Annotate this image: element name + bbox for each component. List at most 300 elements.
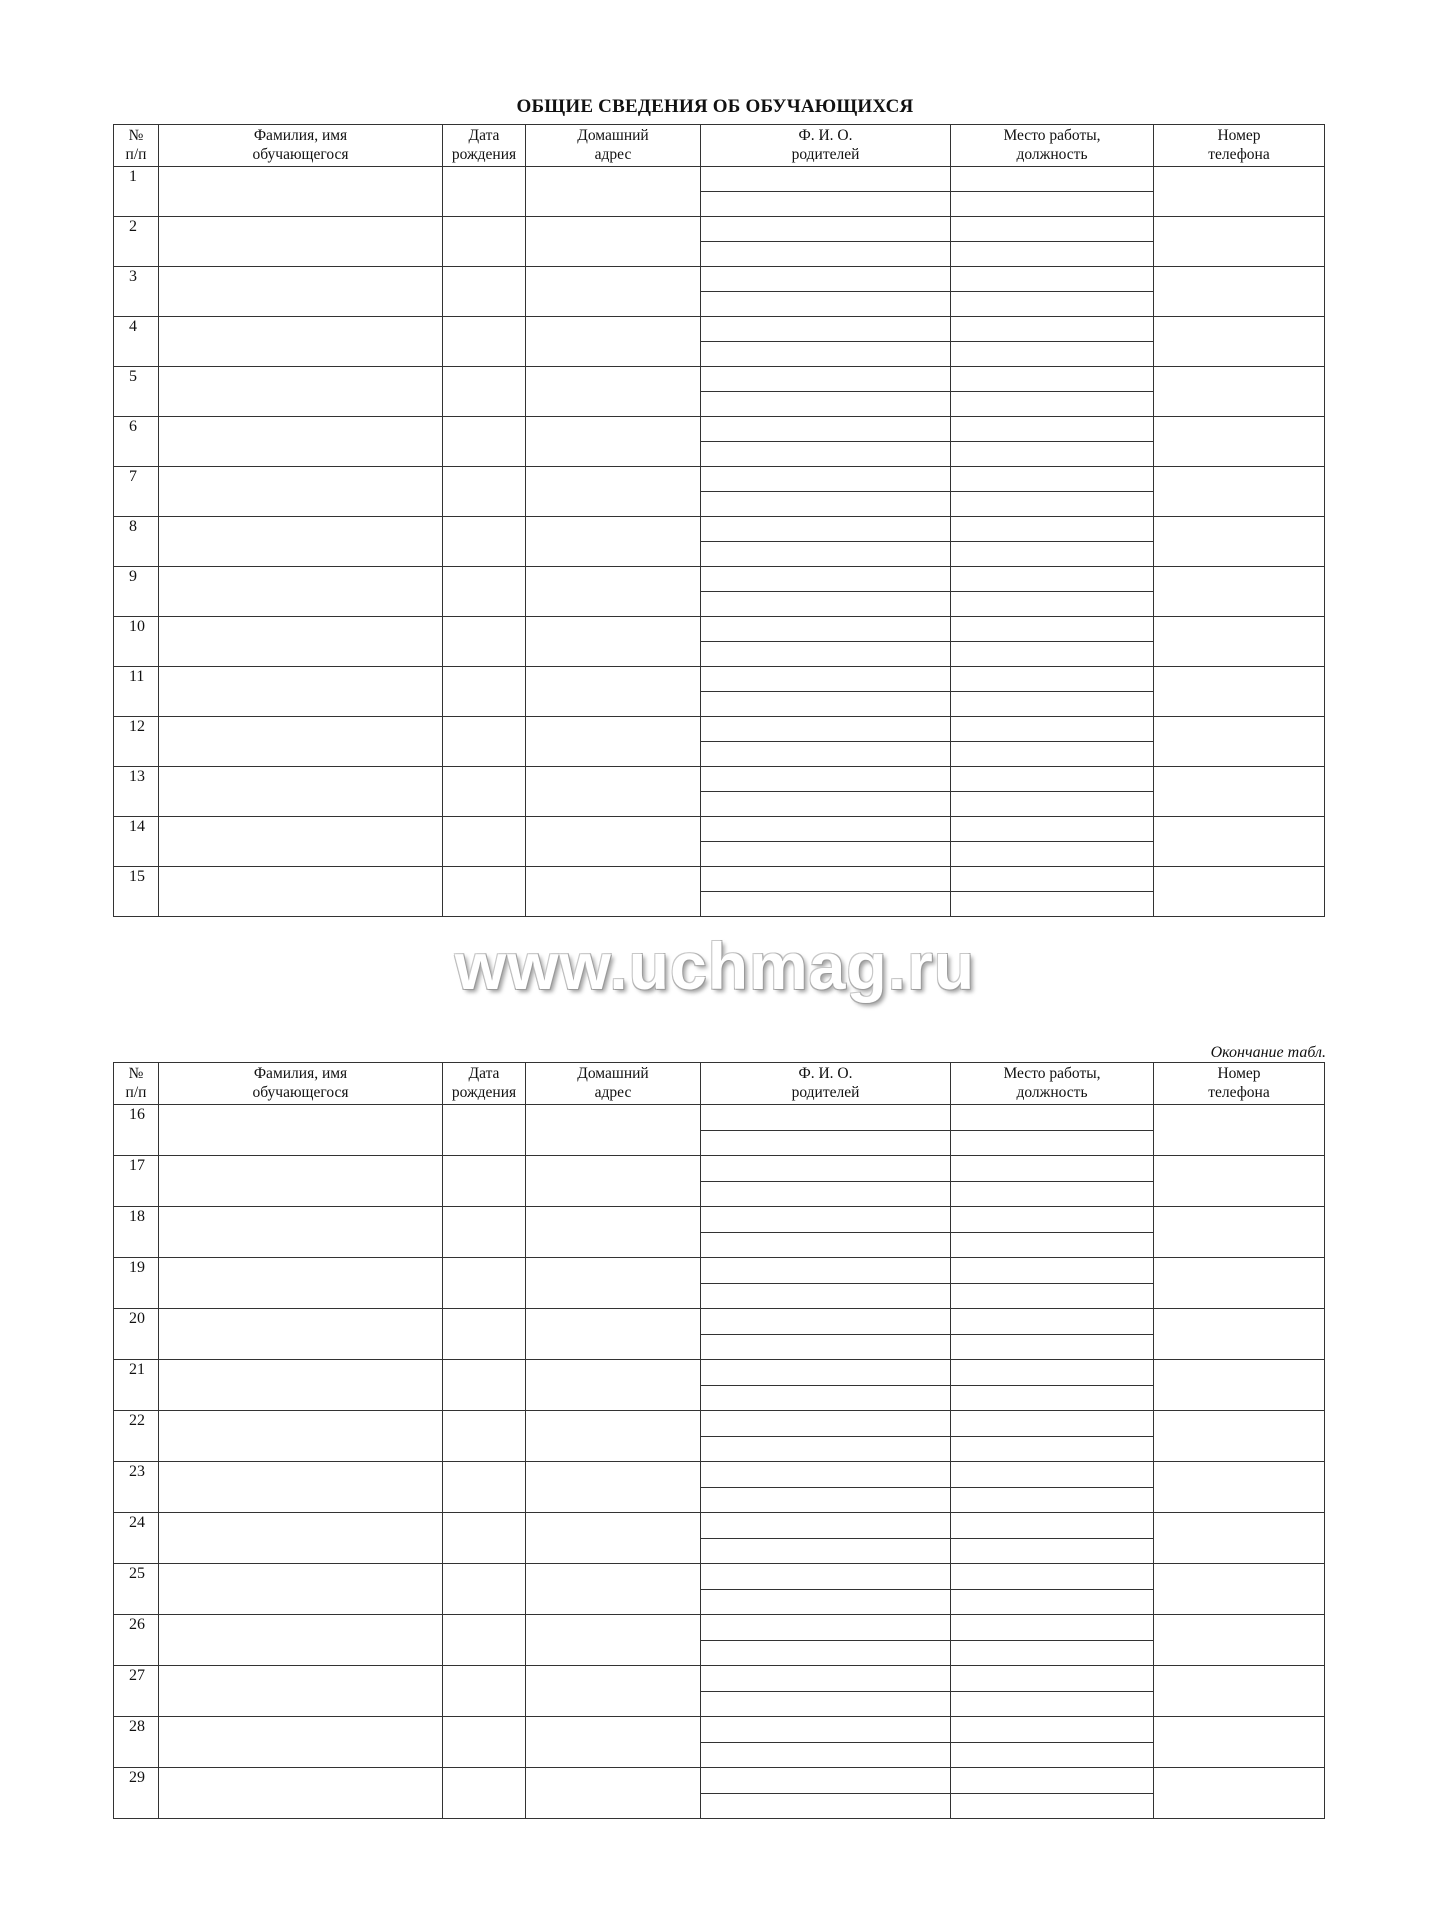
home-address-cell[interactable] [526,1666,701,1717]
workplace-cell[interactable] [951,267,1154,292]
workplace-cell[interactable] [951,542,1154,567]
row-number: 28 [114,1717,159,1768]
home-address-cell[interactable] [526,617,701,667]
workplace-cell[interactable] [951,417,1154,442]
phone-cell[interactable] [1154,1258,1325,1309]
header-number: № п/п [114,125,159,167]
home-address-cell[interactable] [526,667,701,717]
student-name-cell[interactable] [159,467,443,517]
parent-name-cell[interactable] [701,717,951,742]
home-address-cell[interactable] [526,767,701,817]
birth-date-cell[interactable] [443,317,526,367]
students-table-part-2 [113,1062,1325,1819]
table-row [114,217,1325,242]
parent-name-cell[interactable] [701,567,951,592]
table-row [114,867,1325,892]
student-name-cell[interactable] [159,267,443,317]
phone-cell[interactable] [1154,467,1325,517]
continuation-note: Окончание табл. [1210,1044,1326,1061]
student-name-cell[interactable] [159,217,443,267]
parent-name-cell[interactable] [701,1794,951,1819]
birth-date-cell[interactable] [443,1156,526,1207]
home-address-cell[interactable] [526,517,701,567]
phone-cell[interactable] [1154,1207,1325,1258]
workplace-cell[interactable] [951,1105,1154,1131]
workplace-cell[interactable] [951,867,1154,892]
phone-cell[interactable] [1154,717,1325,767]
workplace-cell[interactable] [951,492,1154,517]
row-number: 25 [114,1564,159,1615]
table-row [114,717,1325,742]
parent-name-cell[interactable] [701,1539,951,1564]
phone-cell[interactable] [1154,1615,1325,1666]
home-address-cell[interactable] [526,1156,701,1207]
birth-date-cell[interactable] [443,717,526,767]
home-address-cell[interactable] [526,417,701,467]
parent-name-cell[interactable] [701,1105,951,1131]
row-number: 29 [114,1768,159,1819]
workplace-cell[interactable] [951,1513,1154,1539]
home-address-cell[interactable] [526,367,701,417]
home-address-cell[interactable] [526,467,701,517]
workplace-cell[interactable] [951,1437,1154,1462]
phone-cell[interactable] [1154,1513,1325,1564]
home-address-cell[interactable] [526,217,701,267]
birth-date-cell[interactable] [443,1105,526,1156]
workplace-cell[interactable] [951,617,1154,642]
table-body-part-2 [114,1105,1325,1819]
home-address-cell[interactable] [526,1360,701,1411]
workplace-cell[interactable] [951,1386,1154,1411]
workplace-cell[interactable] [951,1233,1154,1258]
phone-cell[interactable] [1154,1717,1325,1768]
workplace-cell[interactable] [951,317,1154,342]
workplace-cell[interactable] [951,742,1154,767]
table-row [114,267,1325,292]
header-parents-name: Ф. И. О. родителей [701,125,951,167]
phone-cell[interactable] [1154,367,1325,417]
workplace-cell[interactable] [951,1590,1154,1615]
row-number: 1 [114,167,159,217]
student-name-cell[interactable] [159,367,443,417]
birth-date-cell[interactable] [443,1207,526,1258]
birth-date-cell[interactable] [443,1768,526,1819]
parent-name-cell[interactable] [701,417,951,442]
parent-name-cell[interactable] [701,542,951,567]
workplace-cell[interactable] [951,567,1154,592]
parent-name-cell[interactable] [701,792,951,817]
parent-name-cell[interactable] [701,767,951,792]
workplace-cell[interactable] [951,842,1154,867]
birth-date-cell[interactable] [443,567,526,617]
student-name-cell[interactable] [159,417,443,467]
watermark: www.uchmag.ru [454,929,976,1003]
row-number: 22 [114,1411,159,1462]
home-address-cell[interactable] [526,867,701,917]
birth-date-cell[interactable] [443,417,526,467]
home-address-cell[interactable] [526,1411,701,1462]
parent-name-cell[interactable] [701,1360,951,1386]
parent-name-cell[interactable] [701,367,951,392]
header-number: № п/п [114,1063,159,1105]
parent-name-cell[interactable] [701,1615,951,1641]
phone-cell[interactable] [1154,1564,1325,1615]
table-row [114,767,1325,792]
parent-name-cell[interactable] [701,842,951,867]
home-address-cell[interactable] [526,1564,701,1615]
parent-name-cell[interactable] [701,1233,951,1258]
birth-date-cell[interactable] [443,667,526,717]
parent-name-cell[interactable] [701,242,951,267]
phone-cell[interactable] [1154,517,1325,567]
row-number: 12 [114,717,159,767]
row-number: 4 [114,317,159,367]
workplace-cell[interactable] [951,1131,1154,1156]
birth-date-cell[interactable] [443,1666,526,1717]
birth-date-cell[interactable] [443,1258,526,1309]
workplace-cell[interactable] [951,367,1154,392]
student-name-cell[interactable] [159,867,443,917]
table-header-row [114,125,1325,167]
row-number: 14 [114,817,159,867]
student-name-cell[interactable] [159,1513,443,1564]
table-row [114,1207,1325,1233]
row-number: 3 [114,267,159,317]
row-number: 21 [114,1360,159,1411]
birth-date-cell[interactable] [443,817,526,867]
row-number: 6 [114,417,159,467]
workplace-cell[interactable] [951,1641,1154,1666]
student-name-cell[interactable] [159,1666,443,1717]
parent-name-cell[interactable] [701,667,951,692]
table-row [114,1258,1325,1284]
student-name-cell[interactable] [159,517,443,567]
workplace-cell[interactable] [951,392,1154,417]
home-address-cell[interactable] [526,1207,701,1258]
row-number: 23 [114,1462,159,1513]
parent-name-cell[interactable] [701,1207,951,1233]
parent-name-cell[interactable] [701,1743,951,1768]
parent-name-cell[interactable] [701,267,951,292]
parent-name-cell[interactable] [701,1131,951,1156]
parent-name-cell[interactable] [701,1692,951,1717]
phone-cell[interactable] [1154,617,1325,667]
home-address-cell[interactable] [526,317,701,367]
student-name-cell[interactable] [159,1411,443,1462]
parent-name-cell[interactable] [701,492,951,517]
phone-cell[interactable] [1154,1360,1325,1411]
table-row [114,1156,1325,1182]
student-name-cell[interactable] [159,1360,443,1411]
workplace-cell[interactable] [951,467,1154,492]
workplace-cell[interactable] [951,1309,1154,1335]
parent-name-cell[interactable] [701,1437,951,1462]
row-number: 20 [114,1309,159,1360]
student-name-cell[interactable] [159,767,443,817]
phone-cell[interactable] [1154,567,1325,617]
header-student-name: Фамилия, имя обучающегося [159,125,443,167]
table-row [114,1768,1325,1794]
workplace-cell[interactable] [951,1335,1154,1360]
row-number: 26 [114,1615,159,1666]
phone-cell[interactable] [1154,1768,1325,1819]
parent-name-cell[interactable] [701,317,951,342]
parent-name-cell[interactable] [701,867,951,892]
table-row [114,517,1325,542]
student-name-cell[interactable] [159,617,443,667]
home-address-cell[interactable] [526,567,701,617]
student-name-cell[interactable] [159,1768,443,1819]
phone-cell[interactable] [1154,267,1325,317]
workplace-cell[interactable] [951,292,1154,317]
table-row [114,667,1325,692]
row-number: 9 [114,567,159,617]
header-birth-date: Дата рождения [443,125,526,167]
student-name-cell[interactable] [159,817,443,867]
parent-name-cell[interactable] [701,692,951,717]
row-number: 5 [114,367,159,417]
workplace-cell[interactable] [951,592,1154,617]
student-name-cell[interactable] [159,317,443,367]
header-workplace: Место работы, должность [951,1063,1154,1105]
parent-name-cell[interactable] [701,392,951,417]
workplace-cell[interactable] [951,1564,1154,1590]
birth-date-cell[interactable] [443,1615,526,1666]
phone-cell[interactable] [1154,767,1325,817]
workplace-cell[interactable] [951,667,1154,692]
parent-name-cell[interactable] [701,1258,951,1284]
parent-name-cell[interactable] [701,1182,951,1207]
phone-cell[interactable] [1154,1105,1325,1156]
workplace-cell[interactable] [951,1360,1154,1386]
workplace-cell[interactable] [951,817,1154,842]
birth-date-cell[interactable] [443,217,526,267]
table-row [114,317,1325,342]
student-name-cell[interactable] [159,1105,443,1156]
parent-name-cell[interactable] [701,1641,951,1666]
parent-name-cell[interactable] [701,517,951,542]
parent-name-cell[interactable] [701,1513,951,1539]
phone-cell[interactable] [1154,317,1325,367]
row-number: 8 [114,517,159,567]
parent-name-cell[interactable] [701,1717,951,1743]
birth-date-cell[interactable] [443,1462,526,1513]
row-number: 10 [114,617,159,667]
parent-name-cell[interactable] [701,1156,951,1182]
row-number: 13 [114,767,159,817]
home-address-cell[interactable] [526,1105,701,1156]
parent-name-cell[interactable] [701,1309,951,1335]
birth-date-cell[interactable] [443,1309,526,1360]
table-row [114,1513,1325,1539]
phone-cell[interactable] [1154,667,1325,717]
workplace-cell[interactable] [951,1717,1154,1743]
student-name-cell[interactable] [159,1156,443,1207]
workplace-cell[interactable] [951,1768,1154,1794]
workplace-cell[interactable] [951,892,1154,917]
home-address-cell[interactable] [526,1258,701,1309]
table-row [114,167,1325,192]
parent-name-cell[interactable] [701,1590,951,1615]
parent-name-cell[interactable] [701,1462,951,1488]
table-body-part-1 [114,167,1325,917]
student-name-cell[interactable] [159,1258,443,1309]
workplace-cell[interactable] [951,1182,1154,1207]
parent-name-cell[interactable] [701,892,951,917]
parent-name-cell[interactable] [701,592,951,617]
table-row [114,1564,1325,1590]
home-address-cell[interactable] [526,1615,701,1666]
home-address-cell[interactable] [526,1513,701,1564]
workplace-cell[interactable] [951,1743,1154,1768]
parent-name-cell[interactable] [701,1284,951,1309]
parent-name-cell[interactable] [701,342,951,367]
workplace-cell[interactable] [951,342,1154,367]
workplace-cell[interactable] [951,1692,1154,1717]
header-phone: Номер телефона [1154,1063,1325,1105]
phone-cell[interactable] [1154,1462,1325,1513]
student-name-cell[interactable] [159,1207,443,1258]
table-row [114,817,1325,842]
phone-cell[interactable] [1154,1309,1325,1360]
row-number: 2 [114,217,159,267]
birth-date-cell[interactable] [443,517,526,567]
row-number: 7 [114,467,159,517]
phone-cell[interactable] [1154,167,1325,217]
workplace-cell[interactable] [951,1284,1154,1309]
birth-date-cell[interactable] [443,617,526,667]
phone-cell[interactable] [1154,817,1325,867]
workplace-cell[interactable] [951,1207,1154,1233]
parent-name-cell[interactable] [701,642,951,667]
table-row [114,567,1325,592]
birth-date-cell[interactable] [443,767,526,817]
workplace-cell[interactable] [951,767,1154,792]
row-number: 11 [114,667,159,717]
home-address-cell[interactable] [526,717,701,767]
parent-name-cell[interactable] [701,1768,951,1794]
workplace-cell[interactable] [951,1462,1154,1488]
birth-date-cell[interactable] [443,1717,526,1768]
student-name-cell[interactable] [159,667,443,717]
home-address-cell[interactable] [526,1717,701,1768]
header-student-name: Фамилия, имя обучающегося [159,1063,443,1105]
parent-name-cell[interactable] [701,742,951,767]
parent-name-cell[interactable] [701,817,951,842]
birth-date-cell[interactable] [443,1513,526,1564]
birth-date-cell[interactable] [443,1360,526,1411]
parent-name-cell[interactable] [701,1386,951,1411]
workplace-cell[interactable] [951,1666,1154,1692]
workplace-cell[interactable] [951,517,1154,542]
birth-date-cell[interactable] [443,467,526,517]
birth-date-cell[interactable] [443,1564,526,1615]
workplace-cell[interactable] [951,1539,1154,1564]
student-name-cell[interactable] [159,1309,443,1360]
student-name-cell[interactable] [159,1462,443,1513]
table-row [114,1411,1325,1437]
header-birth-date: Дата рождения [443,1063,526,1105]
home-address-cell[interactable] [526,167,701,217]
parent-name-cell[interactable] [701,192,951,217]
student-name-cell[interactable] [159,1615,443,1666]
parent-name-cell[interactable] [701,617,951,642]
phone-cell[interactable] [1154,217,1325,267]
workplace-cell[interactable] [951,442,1154,467]
table-row [114,1666,1325,1692]
row-number: 15 [114,867,159,917]
phone-cell[interactable] [1154,867,1325,917]
phone-cell[interactable] [1154,1666,1325,1717]
workplace-cell[interactable] [951,642,1154,667]
birth-date-cell[interactable] [443,267,526,317]
student-name-cell[interactable] [159,167,443,217]
workplace-cell[interactable] [951,242,1154,267]
parent-name-cell[interactable] [701,292,951,317]
students-table-part-1 [113,124,1325,917]
header-phone: Номер телефона [1154,125,1325,167]
home-address-cell[interactable] [526,817,701,867]
parent-name-cell[interactable] [701,1411,951,1437]
workplace-cell[interactable] [951,1488,1154,1513]
parent-name-cell[interactable] [701,1488,951,1513]
table-row [114,417,1325,442]
workplace-cell[interactable] [951,1411,1154,1437]
workplace-cell[interactable] [951,1615,1154,1641]
parent-name-cell[interactable] [701,442,951,467]
parent-name-cell[interactable] [701,1666,951,1692]
workplace-cell[interactable] [951,192,1154,217]
parent-name-cell[interactable] [701,1335,951,1360]
workplace-cell[interactable] [951,692,1154,717]
home-address-cell[interactable] [526,267,701,317]
home-address-cell[interactable] [526,1768,701,1819]
workplace-cell[interactable] [951,717,1154,742]
table-row [114,1309,1325,1335]
workplace-cell[interactable] [951,167,1154,192]
table-row [114,1360,1325,1386]
student-name-cell[interactable] [159,1564,443,1615]
birth-date-cell[interactable] [443,367,526,417]
workplace-cell[interactable] [951,1258,1154,1284]
phone-cell[interactable] [1154,417,1325,467]
table-row [114,1717,1325,1743]
parent-name-cell[interactable] [701,1564,951,1590]
parent-name-cell[interactable] [701,167,951,192]
table-row [114,467,1325,492]
table-header-row [114,1063,1325,1105]
home-address-cell[interactable] [526,1309,701,1360]
birth-date-cell[interactable] [443,167,526,217]
parent-name-cell[interactable] [701,467,951,492]
student-name-cell[interactable] [159,567,443,617]
student-name-cell[interactable] [159,1717,443,1768]
table-row [114,1462,1325,1488]
home-address-cell[interactable] [526,1462,701,1513]
workplace-cell[interactable] [951,1156,1154,1182]
phone-cell[interactable] [1154,1411,1325,1462]
workplace-cell[interactable] [951,1794,1154,1819]
header-workplace: Место работы, должность [951,125,1154,167]
workplace-cell[interactable] [951,217,1154,242]
workplace-cell[interactable] [951,792,1154,817]
birth-date-cell[interactable] [443,1411,526,1462]
parent-name-cell[interactable] [701,217,951,242]
row-number: 16 [114,1105,159,1156]
student-name-cell[interactable] [159,717,443,767]
phone-cell[interactable] [1154,1156,1325,1207]
birth-date-cell[interactable] [443,867,526,917]
